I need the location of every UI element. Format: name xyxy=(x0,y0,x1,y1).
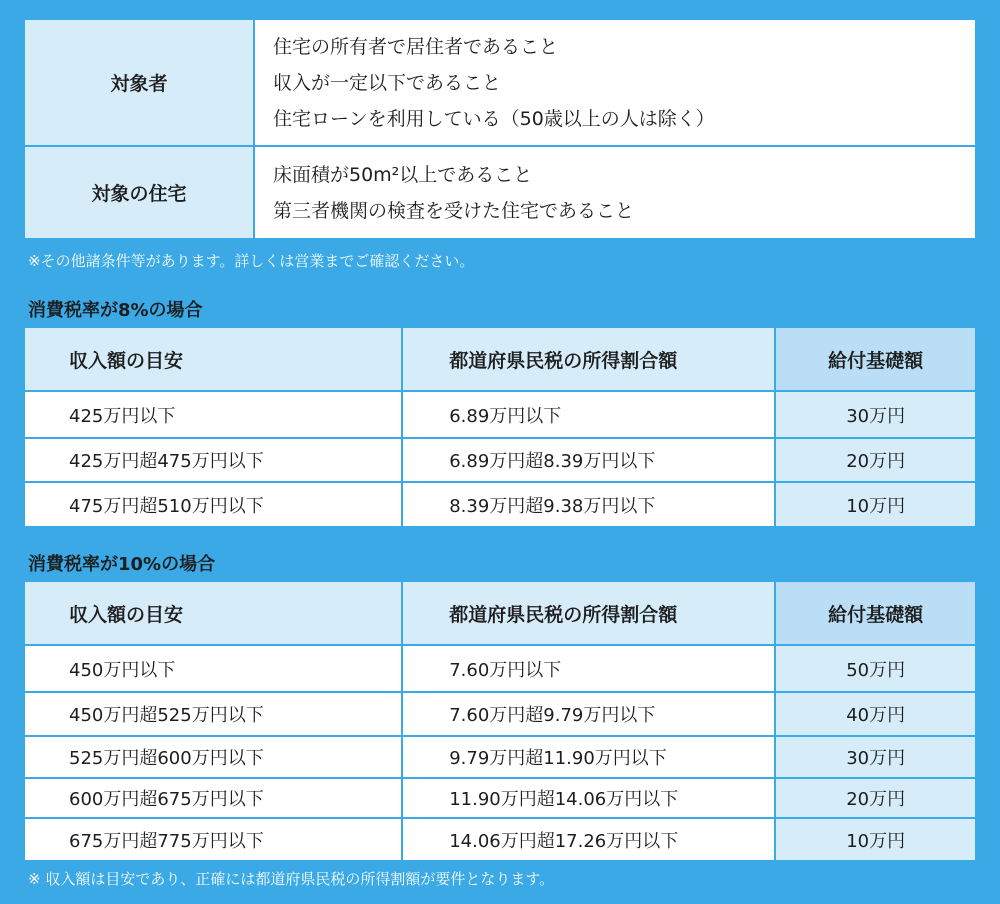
column-header: 都道府県民税の所得割合額 xyxy=(402,582,775,645)
column-header: 給付基礎額 xyxy=(775,328,975,391)
income-cell: 675万円超775万円以下 xyxy=(25,818,402,860)
benefit-cell: 10万円 xyxy=(775,482,975,526)
condition-line: 床面積が50m²以上であること xyxy=(273,163,533,186)
row-label: 対象者 xyxy=(25,20,254,146)
table-row xyxy=(25,438,975,482)
benefit-table-8 xyxy=(25,328,975,526)
benefit-cell: 20万円 xyxy=(775,778,975,818)
income-cell: 450万円超525万円以下 xyxy=(25,692,402,736)
column-header: 収入額の目安 xyxy=(25,582,402,645)
eligibility-row-target-person xyxy=(25,20,975,146)
column-header: 給付基礎額 xyxy=(775,582,975,645)
table-row xyxy=(25,645,975,692)
eligibility-row-target-house xyxy=(25,146,975,238)
condition-line: 住宅の所有者で居住者であること xyxy=(273,35,559,58)
tax-cell: 11.90万円超14.06万円以下 xyxy=(402,778,775,818)
column-header: 都道府県民税の所得割合額 xyxy=(402,328,775,391)
income-cell: 425万円超475万円以下 xyxy=(25,438,402,482)
column-header: 収入額の目安 xyxy=(25,328,402,391)
benefit-cell: 40万円 xyxy=(775,692,975,736)
tax-cell: 8.39万円超9.38万円以下 xyxy=(402,482,775,526)
table-row xyxy=(25,391,975,438)
eligibility-note: ※その他諸条件等があります。詳しくは営業までご確認ください。 xyxy=(28,252,475,270)
section-heading-10: 消費税率が10%の場合 xyxy=(28,554,216,575)
benefit-cell: 30万円 xyxy=(775,391,975,438)
eligibility-table xyxy=(25,20,975,238)
benefit-panel-10 xyxy=(25,582,975,860)
benefit-cell: 30万円 xyxy=(775,736,975,778)
table-header-row xyxy=(25,328,975,391)
condition-line: 第三者機関の検査を受けた住宅であること xyxy=(273,199,635,222)
tax-cell: 14.06万円超17.26万円以下 xyxy=(402,818,775,860)
income-cell: 450万円以下 xyxy=(25,645,402,692)
section-heading-8: 消費税率が8%の場合 xyxy=(28,300,203,321)
tax-cell: 9.79万円超11.90万円以下 xyxy=(402,736,775,778)
table-row xyxy=(25,778,975,818)
tax-cell: 7.60万円以下 xyxy=(402,645,775,692)
row-body xyxy=(254,146,975,238)
row-body xyxy=(254,20,975,146)
table-row xyxy=(25,692,975,736)
tax-cell: 6.89万円超8.39万円以下 xyxy=(402,438,775,482)
eligibility-panel xyxy=(25,20,975,238)
tax-cell: 7.60万円超9.79万円以下 xyxy=(402,692,775,736)
benefit-cell: 10万円 xyxy=(775,818,975,860)
income-cell: 475万円超510万円以下 xyxy=(25,482,402,526)
income-cell: 425万円以下 xyxy=(25,391,402,438)
table-row xyxy=(25,818,975,860)
condition-line: 収入が一定以下であること xyxy=(273,71,502,94)
tax-cell: 6.89万円以下 xyxy=(402,391,775,438)
table-row xyxy=(25,482,975,526)
row-label: 対象の住宅 xyxy=(25,146,254,238)
condition-line: 住宅ローンを利用している（50歳以上の人は除く） xyxy=(273,107,715,130)
table-row xyxy=(25,736,975,778)
income-cell: 600万円超675万円以下 xyxy=(25,778,402,818)
income-cell: 525万円超600万円以下 xyxy=(25,736,402,778)
benefit-panel-8 xyxy=(25,328,975,526)
table-header-row xyxy=(25,582,975,645)
benefit-table-10 xyxy=(25,582,975,860)
benefit-cell: 20万円 xyxy=(775,438,975,482)
footnote: ※ 収入額は目安であり、正確には都道府県民税の所得割額が要件となります。 xyxy=(28,870,555,888)
benefit-cell: 50万円 xyxy=(775,645,975,692)
